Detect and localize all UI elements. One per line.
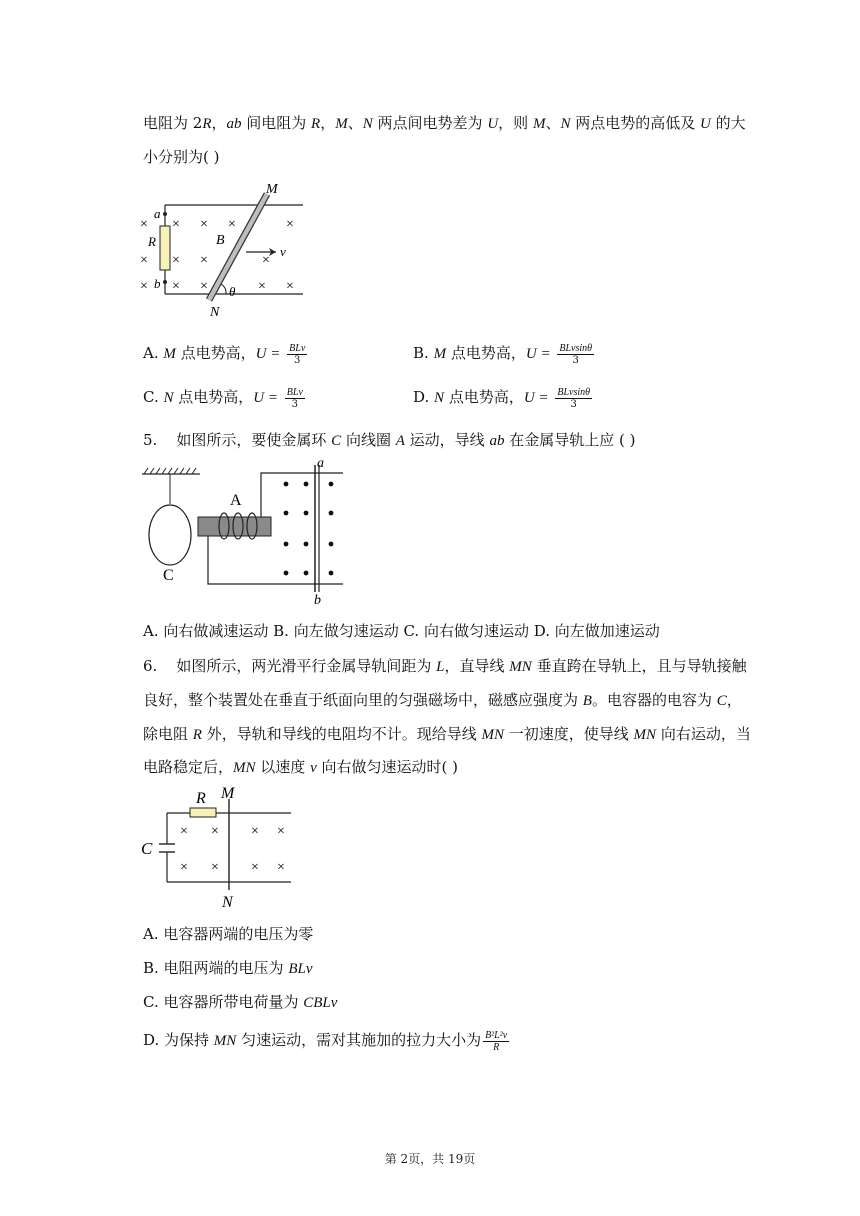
q6-stem-line-1: 6. 如图所示，两光滑平行金属导轨间距为 L，直导线 MN 垂直跨在导轨上，且与导轨接触 [143, 657, 747, 675]
q6-cross: × [180, 860, 188, 875]
q5-label-A: A [230, 492, 242, 509]
q4-label-R: R [148, 234, 156, 249]
q4-label-N: N [210, 305, 220, 320]
q6-cross: × [277, 860, 285, 875]
q6-option-b[interactable]: B. 电阻两端的电压为 BLv [143, 959, 313, 977]
q4-option-a[interactable]: A. M 点电势高，U = $\frac{\text{BLv}}{3}$ [143, 342, 306, 366]
q6-cross: × [211, 824, 219, 839]
q4-cross: × [140, 279, 148, 294]
q5-figure [138, 458, 353, 608]
q4-cross: × [140, 253, 148, 268]
q6-figure [138, 782, 298, 910]
q4-cross: × [286, 279, 294, 294]
q6-stem-line-2: 良好，整个装置处在垂直于纸面向里的匀强磁场中，磁感应强度为 B。电容器的电容为 C， [143, 691, 742, 709]
q6-stem-line-4: 电路稳定后，MN 以速度 v 向右做匀速运动时( ) [143, 758, 458, 776]
q4-label-a: a [154, 206, 161, 221]
q5-label-a: a [317, 456, 324, 471]
q4-stem-line-2: 小分别为( ) [143, 148, 220, 166]
q6-cross: × [211, 860, 219, 875]
q4-label-b: b [154, 276, 161, 291]
q4-stem-line-1: 电阻为 2R，ab 间电阻为 R，M、N 两点间电势差为 U，则 M、N 两点电势的高低及 U 的大 [143, 114, 746, 132]
q4-cross: × [258, 279, 266, 294]
q4-label-v: v [280, 244, 286, 259]
q6-label-C: C [141, 839, 153, 858]
q4-cross: × [228, 217, 236, 232]
q6-cross: × [277, 824, 285, 839]
q6-option-c[interactable]: C. 电容器所带电荷量为 CBLv [143, 993, 338, 1011]
q6-label-R: R [196, 790, 206, 807]
q6-label-N: N [222, 894, 233, 911]
q4-cross: × [140, 217, 148, 232]
q4-option-b[interactable]: B. M 点电势高，U = $\frac{\text{BLvsinθ}}{3}$ [413, 342, 593, 366]
q4-cross: × [172, 253, 180, 268]
q6-stem-line-3: 除电阻 R 外，导轨和导线的电阻均不计。现给导线 MN 一初速度，使导线 MN 向右运动，当 [143, 725, 751, 743]
page-footer: 第 2页，共 19页 [384, 1152, 476, 1166]
q6-cross: × [251, 824, 259, 839]
q4-cross: × [172, 217, 180, 232]
q6-cross: × [180, 824, 188, 839]
q4-label-M: M [266, 182, 278, 197]
q4-figure [138, 180, 318, 320]
q4-label-B: B [216, 233, 225, 248]
q4-option-c[interactable]: C. N 点电势高，U = $\frac{\text{BLv}}{3}$ [143, 386, 303, 410]
q5-label-C: C [163, 567, 174, 584]
q5-label-b: b [314, 593, 321, 608]
q4-cross: × [172, 279, 180, 294]
q5-options[interactable]: A. 向右做减速运动 B. 向左做匀速运动 C. 向右做匀速运动 D. 向左做加速运动 [143, 622, 660, 640]
q4-label-theta: θ [229, 284, 236, 299]
q6-label-M: M [221, 785, 235, 802]
q6-option-d[interactable]: D. 为保持 MN 匀速运动，需对其施加的拉力大小为 $\frac{\text{B²L²v}}{R}$ [143, 1029, 508, 1053]
q5-stem: 5. 如图所示，要使金属环 C 向线圈 A 运动，导线 ab 在金属导轨上应 ( ) [143, 431, 636, 449]
q6-option-a[interactable]: A. 电容器两端的电压为零 [143, 925, 314, 943]
q4-option-d[interactable]: D. N 点电势高，U = $\frac{\text{BLvsinθ}}{3}$ [413, 386, 591, 410]
q4-cross: × [200, 253, 208, 268]
q4-cross: × [262, 253, 270, 268]
q6-cross: × [251, 860, 259, 875]
q4-cross: × [286, 217, 294, 232]
q4-cross: × [200, 279, 208, 294]
q4-cross: × [200, 217, 208, 232]
